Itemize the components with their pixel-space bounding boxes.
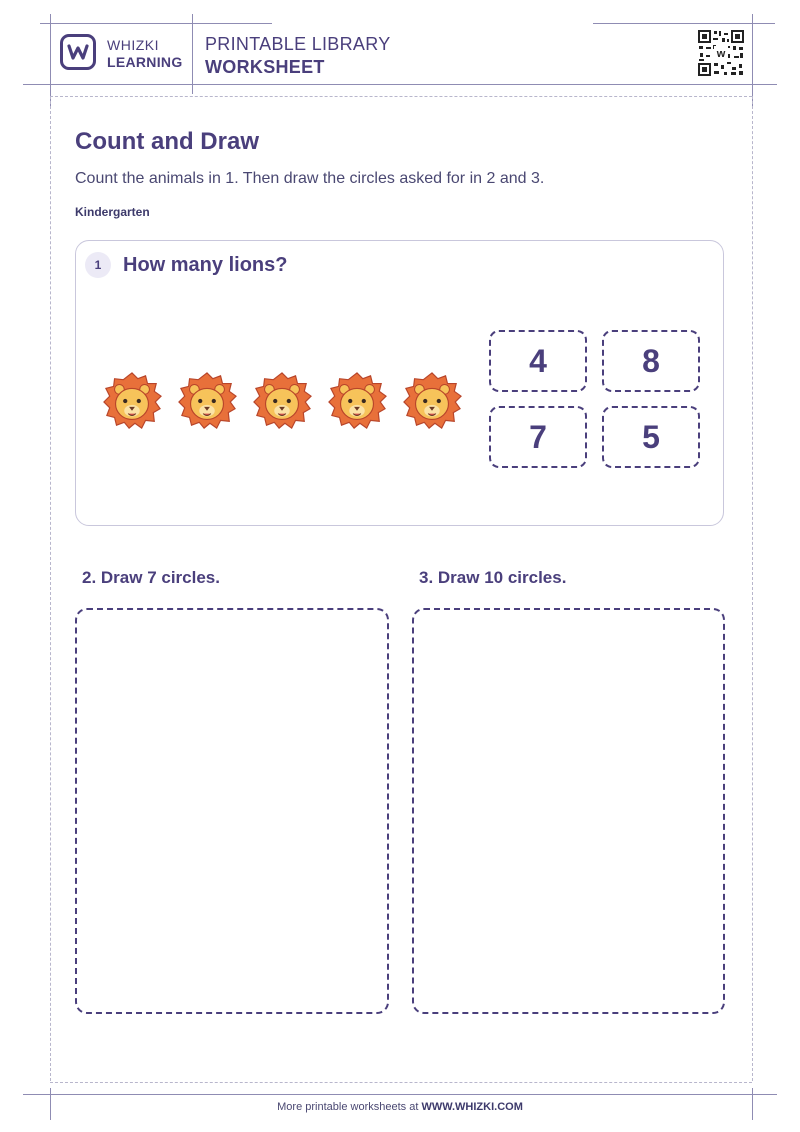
answer-choice-4[interactable]: 5 [602, 406, 700, 468]
header-top-line-right [593, 23, 775, 24]
brand-name-line1: WHIZKI [107, 37, 159, 53]
svg-text:w: w [716, 48, 726, 60]
footer-text [0, 1101, 800, 1113]
header-right-divider [752, 14, 753, 106]
question-2-label: 2. Draw 7 circles. [82, 568, 220, 587]
brand-logo [60, 34, 96, 70]
page-top-dashed-border [50, 96, 752, 97]
footer-prefix: More printable worksheets at [277, 1101, 422, 1113]
lion-face-icon [176, 370, 238, 432]
lion-face-icon [251, 370, 313, 432]
worksheet-instructions: Count the animals in 1. Then draw the circles asked for in 2 and 3. [75, 170, 545, 187]
worksheet-title: Count and Draw [75, 128, 259, 155]
library-label: PRINTABLE LIBRARY [205, 34, 391, 54]
page-left-dashed-border [50, 96, 51, 1081]
lion-face-icon [401, 370, 463, 432]
qr-code-icon [697, 29, 745, 77]
footer-website: WWW.WHIZKI.COM [421, 1101, 523, 1113]
question-3-drawing-area[interactable] [412, 608, 725, 1014]
header-left-divider [50, 14, 51, 106]
question-3-label: 3. Draw 10 circles. [419, 568, 567, 587]
header-mid-divider [192, 14, 193, 94]
question-2-drawing-area[interactable] [75, 608, 389, 1014]
header-top-line [40, 23, 272, 24]
page-right-dashed-border [752, 96, 753, 1081]
question-1-text: How many lions? [123, 254, 288, 276]
brand-name-line2: LEARNING [107, 54, 183, 70]
grade-level: Kindergarten [75, 205, 150, 219]
lion-face-icon [101, 370, 163, 432]
header-bottom-line [23, 84, 777, 85]
answer-choice-3[interactable]: 7 [489, 406, 587, 468]
lion-face-icon [326, 370, 388, 432]
footer-line [23, 1094, 777, 1095]
page-bottom-dashed-border [50, 1082, 752, 1083]
answer-choice-1[interactable]: 4 [489, 330, 587, 392]
answer-choice-2[interactable]: 8 [602, 330, 700, 392]
question-1-number-badge: 1 [85, 252, 111, 278]
worksheet-label: WORKSHEET [205, 57, 325, 77]
w-logo-icon [67, 42, 89, 62]
